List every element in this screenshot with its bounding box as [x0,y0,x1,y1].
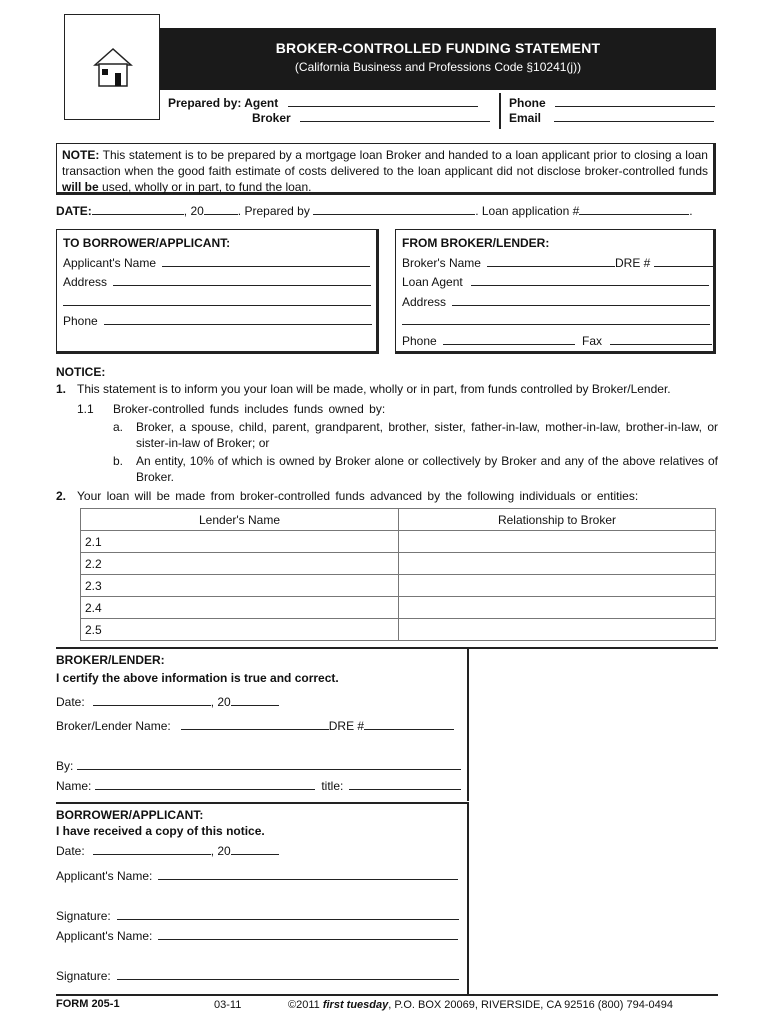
borrower-title: TO BORROWER/APPLICANT: [63,236,231,250]
lender-name-header: Lender's Name [81,509,399,531]
form-number: FORM 205-1 [56,998,120,1010]
borrower-date-label: Date: [56,844,85,858]
note-box [56,143,716,195]
received-text: I have received a copy of this notice. [56,824,265,838]
form-title: BROKER-CONTROLLED FUNDING STATEMENT [275,40,601,56]
applicant-name-sig-field-2[interactable] [158,928,458,940]
item1-text: This statement is to inform you your loan will be made, wholly or in part, from funds controlled by Broker/Lender. [77,382,671,396]
table-row[interactable] [81,597,716,619]
broker-label: Broker [252,111,291,125]
loan-app-field[interactable] [579,203,689,215]
signature-label-2: Signature: [56,969,111,983]
broker-dre-label: DRE # [614,255,651,270]
broker-phone-label: Phone [402,333,437,348]
year-prefix: , 20 [183,204,204,218]
row-label: 2.4 [81,597,399,619]
item-a-label: a. [113,420,124,434]
name-field[interactable] [95,778,315,790]
title-field[interactable] [349,778,461,790]
fax-label: Fax [582,333,603,348]
address-field[interactable] [113,274,371,286]
applicant-name-label: Applicant's Name [63,255,156,270]
prepared-by-field[interactable] [313,203,475,215]
broker-field[interactable] [300,110,490,122]
contact-block [509,95,719,125]
dateline-end: . [689,204,693,218]
agent-field[interactable] [288,95,478,107]
table-row[interactable] [81,553,716,575]
broker-sig-block [56,649,469,801]
prepared-by-label: Prepared by: Agent [168,96,279,110]
title-label: title: [321,779,344,793]
item11-text: Broker-controlled funds includes funds owned by: [113,402,386,416]
note-lead: NOTE: [62,148,100,162]
table-row[interactable] [81,575,716,597]
phone-label: Phone [509,96,546,110]
signature-label: Signature: [56,909,111,923]
loan-agent-label: Loan Agent [402,275,463,289]
broker-lender-name-field[interactable] [181,718,329,730]
borrower-box [56,229,379,354]
broker-box-title: FROM BROKER/LENDER: [402,236,550,250]
form-subtitle: (California Business and Professions Code §10241(j)) [294,60,582,74]
note-bold: will be [62,180,99,194]
broker-name-field[interactable] [487,255,615,267]
sig-dre-field[interactable] [364,718,454,730]
broker-date-label: Date: [56,695,85,709]
relationship-header: Relationship to Broker [399,509,716,531]
notice-section [56,364,718,504]
footer-copyright [288,999,673,1011]
borrower-sig-title: BORROWER/APPLICANT: [56,808,204,822]
item11-num: 1.1 [77,402,94,416]
footer [56,994,718,1010]
broker-address-label: Address [402,294,447,309]
address-label: Address [63,275,108,289]
row-label: 2.2 [81,553,399,575]
borrower-phone-label: Phone [63,314,98,328]
broker-address-field[interactable] [452,294,710,306]
applicant-name-sig-field[interactable] [158,868,458,880]
row-label: 2.3 [81,575,399,597]
broker-sig-title: BROKER/LENDER: [56,653,165,667]
date-field[interactable] [92,203,184,215]
lenders-table [80,508,716,641]
house-icon [93,47,133,91]
loan-agent-field[interactable] [471,274,709,286]
form-date: 03-11 [214,999,242,1011]
publisher-text: first tuesday [322,999,389,1011]
item2-num: 2. [56,489,67,503]
borrower-phone-field[interactable] [104,313,372,325]
broker-date-field[interactable] [93,694,211,706]
broker-dre-field[interactable] [654,255,716,267]
notice-title: NOTICE: [56,365,106,379]
address-field-2[interactable] [63,294,371,306]
borrower-sig-block [56,804,469,994]
applicant-name-field[interactable] [162,255,370,267]
phone-field[interactable] [555,95,715,107]
item-b-text: An entity, 10% of which is owned by Broker alone or collectively by Broker and any of the above relatives of Broker. [136,454,718,484]
broker-address-field-2[interactable] [402,313,710,325]
year-field[interactable] [204,203,238,215]
email-field[interactable] [554,110,714,122]
header-bar [160,28,716,90]
row-label: 2.5 [81,619,399,641]
date-label: DATE: [56,204,92,218]
table-row[interactable] [81,619,716,641]
note-text2: used, wholly or in part, to fund the loan. [102,180,312,194]
item2-text: Your loan will be made from broker-controlled funds advanced by the following individuals or entities: [77,489,639,503]
name-label: Name: [56,779,92,793]
by-field[interactable] [77,758,461,770]
loan-app-label: . Loan application # [475,204,580,218]
email-label: Email [509,111,542,125]
applicant-name-sig-label-2: Applicant's Name: [56,929,153,943]
borrower-date-field[interactable] [93,843,211,855]
footer-address: , P.O. BOX 20069, RIVERSIDE, CA 92516 (800) 794-0494 [388,999,673,1011]
broker-lender-name-label: Broker/Lender Name: [56,719,171,733]
logo-box [64,14,160,120]
prepared-block [168,95,498,125]
broker-year-prefix: , 20 [210,695,231,709]
sig-dre-label: DRE # [328,719,365,733]
broker-name-label: Broker's Name [402,255,481,270]
fax-field[interactable] [610,333,712,345]
certify-text: I certify the above information is true and correct. [56,671,339,685]
date-line [56,203,693,218]
item-a-text: Broker, a spouse, child, parent, grandparent, brother, sister, father-in-law, mother-in-law, brother-in-law, or sister-in-law of Broker; or [136,420,718,450]
by-label: By: [56,759,74,773]
item-b-label: b. [113,454,124,468]
signature-field[interactable] [117,908,459,920]
row-label: 2.1 [81,531,399,553]
prepared-by-inline: . Prepared by [237,204,310,218]
copyright-text: ©2011 [288,999,320,1011]
signature-field-2[interactable] [117,968,459,980]
note-text1: This statement is to be prepared by a mortgage loan Broker and handed to a loan applicant prior to closing a loan transaction when the good faith estimate of costs delivered to the loan applicant did not disclose broker-controlled funds [62,148,708,178]
borrower-year-field[interactable] [231,843,279,855]
item1-num: 1. [56,382,67,396]
table-row[interactable] [81,531,716,553]
borrower-year-prefix: , 20 [210,844,231,858]
broker-year-field[interactable] [231,694,279,706]
broker-phone-field[interactable] [443,333,575,345]
broker-box [395,229,716,354]
applicant-name-sig-label: Applicant's Name: [56,869,153,883]
divider [499,93,501,129]
